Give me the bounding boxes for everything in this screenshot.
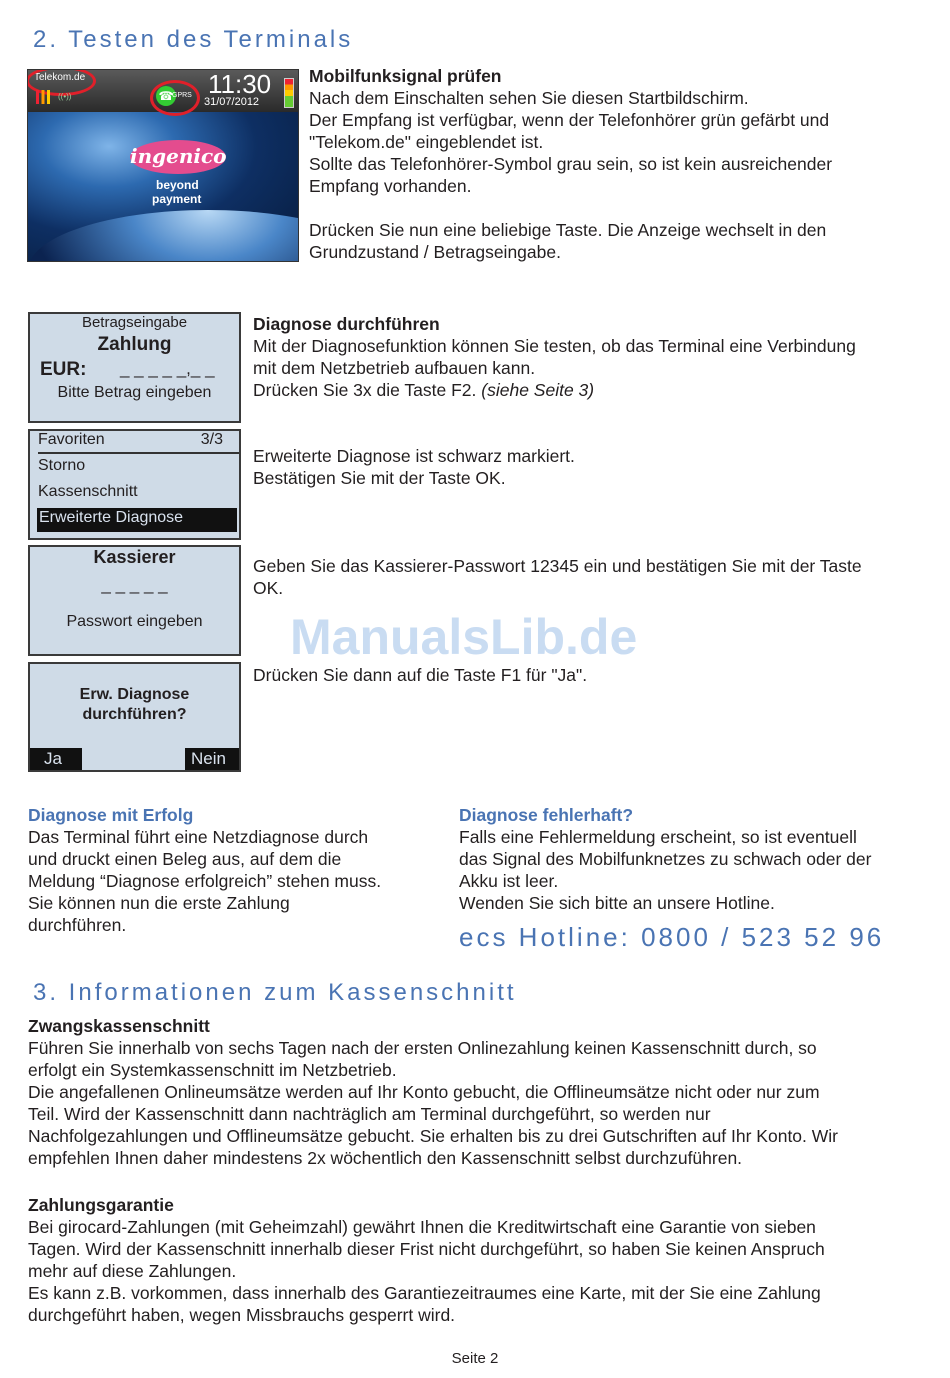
mobilfunk-text: [309, 65, 832, 263]
mobilfunk-line: "Telekom.de" eingeblendet ist.: [309, 132, 544, 152]
ingenico-logo: ingenico: [130, 140, 226, 174]
menu-page-indicator: 3/3: [200, 431, 223, 448]
erfolg-line: Sie können nun die erste Zahlung: [28, 893, 290, 913]
erfolg-block: [28, 804, 381, 936]
erfolg-line: Das Terminal führt eine Netzdiagnose durch: [28, 827, 369, 847]
fehler-line: Wenden Sie sich bitte an unsere Hotline.: [459, 893, 775, 913]
step4-text: Drücken Sie dann auf die Taste F1 für "Ja".: [253, 665, 588, 685]
menu-item-erweiterte-diagnose: Erweiterte Diagnose: [37, 508, 237, 532]
section-3-title: 3. Informationen zum Kassenschnitt: [33, 979, 517, 1006]
screen-main-label: Zahlung: [97, 334, 172, 355]
step2-text: [253, 445, 575, 489]
fehler-line: das Signal des Mobilfunknetzes zu schwach oder der: [459, 849, 872, 869]
provider-label: Telekom.de: [34, 72, 86, 83]
mobilfunk-line: Drücken Sie nun eine beliebige Taste. Die Anzeige wechselt in den: [309, 220, 827, 240]
zwang-line: Teil. Wird der Kassenschnitt dann nachträglich am Terminal durchgeführt, so werden nur: [28, 1104, 711, 1124]
fehler-block: [459, 804, 871, 914]
mobilfunk-line: Sollte das Telefonhörer-Symbol grau sein, so ist kein ausreichender: [309, 154, 833, 174]
network-icon: ((•)): [58, 92, 72, 101]
page-number: Seite 2: [451, 1350, 499, 1367]
screen-favoriten-menu: [28, 429, 241, 540]
menu-divider: [38, 452, 239, 454]
screen-erw-diagnose-confirm: [28, 662, 241, 772]
fehler-line: Akku ist leer.: [459, 871, 559, 891]
zwang-block: [28, 1015, 838, 1169]
erfolg-line: durchführen.: [28, 915, 127, 935]
garantie-line: mehr auf diese Zahlungen.: [28, 1261, 237, 1281]
zwang-line: erfolgt ein Systemkassenschnitt im Netzbetrieb.: [28, 1060, 397, 1080]
zwang-line: Die angefallenen Onlineumsätze werden auf Ihr Konto gebucht, die Offlineumsätze nicht oder nur zum: [28, 1082, 820, 1102]
erfolg-heading: Diagnose mit Erfolg: [28, 805, 194, 825]
tagline-payment: payment: [152, 192, 202, 206]
menu-header: Favoriten: [38, 431, 105, 448]
fehler-heading: Diagnose fehlerhaft?: [459, 805, 634, 825]
garantie-block: [28, 1194, 825, 1326]
earth-horizon: [28, 210, 299, 262]
screen-title: Betragseingabe: [81, 314, 188, 331]
erfolg-line: Meldung “Diagnose erfolgreich” stehen muss.: [28, 871, 382, 891]
screen-title: Kassierer: [93, 547, 176, 567]
menu-item-kassenschnitt: Kassenschnitt: [38, 483, 138, 500]
battery-icon: [284, 78, 294, 108]
garantie-line: durchgeführt haben, wegen Missbrauchs gesperrt wird.: [28, 1305, 456, 1325]
hotline-number: ecs Hotline: 0800 / 523 52 96: [459, 922, 885, 952]
screen-hint: Passwort eingeben: [66, 613, 203, 630]
step3-line: Geben Sie das Kassierer-Passwort 12345 ein und bestätigen Sie mit der Taste: [253, 556, 862, 576]
diagnose-line: mit dem Netzbetrieb aufbauen kann.: [253, 358, 536, 378]
zwang-line: empfehlen Ihnen daher mindestens 2x wöchentlich den Kassenschnitt selbst durchzuführen.: [28, 1148, 743, 1168]
diagnose-heading: Diagnose durchführen: [253, 314, 440, 334]
zwang-line: Führen Sie innerhalb von sechs Tagen nach der ersten Onlinezahlung keinen Kassenschnitt durch, so: [28, 1038, 817, 1058]
screen-hint: Bitte Betrag eingeben: [57, 384, 212, 401]
mobilfunk-line: Empfang vorhanden.: [309, 176, 472, 196]
fehler-line: Falls eine Fehlermeldung erscheint, so ist eventuell: [459, 827, 857, 847]
step2-line: Bestätigen Sie mit der Taste OK.: [253, 468, 506, 488]
confirm-line: durchführen?: [82, 706, 187, 723]
garantie-line: Tagen. Wird der Kassenschnitt innerhalb dieser Frist nicht durchgeführt, so haben Sie keinen Anspruch: [28, 1239, 825, 1259]
diagnose-line: Drücken Sie 3x die Taste F2.: [253, 380, 477, 400]
mobilfunk-line: Der Empfang ist verfügbar, wenn der Telefonhörer grün gefärbt und: [309, 110, 830, 130]
step3-line: OK.: [253, 578, 284, 598]
gprs-label: GPRS: [172, 92, 192, 99]
mobilfunk-line: Nach dem Einschalten sehen Sie diesen Startbildschirm.: [309, 88, 749, 108]
amount-mask: _ _ _ _ _,_ _: [120, 359, 215, 378]
tagline-beyond: beyond: [156, 178, 199, 192]
watermark: ManualsLib.de: [290, 609, 638, 665]
signal-strength-icon: [36, 90, 50, 104]
garantie-line: Bei girocard-Zahlungen (mit Geheimzahl) gewährt Ihnen die Kreditwirtschaft eine Garantie von sieben: [28, 1217, 816, 1237]
garantie-heading: Zahlungsgarantie: [28, 1195, 174, 1215]
step3-text: [253, 555, 862, 599]
page-reference: (siehe Seite 3): [481, 380, 595, 400]
clock-date: 31/07/2012: [204, 96, 260, 108]
softkey-ja: Ja: [30, 748, 82, 770]
section-2-title: 2. Testen des Terminals: [33, 26, 354, 53]
erfolg-line: und druckt einen Beleg aus, auf dem die: [28, 849, 342, 869]
terminal-start-screen-image: [27, 69, 299, 262]
mobilfunk-line: Grundzustand / Betragseingabe.: [309, 242, 561, 262]
clock-time: 11:30: [208, 69, 272, 99]
zwang-heading: Zwangskassenschnitt: [28, 1016, 210, 1036]
mobilfunk-heading: Mobilfunksignal prüfen: [309, 66, 502, 86]
currency-label: EUR:: [40, 359, 87, 380]
handset-highlight-circle: [150, 80, 200, 116]
phone-handset-icon: ☎: [156, 86, 176, 106]
screen-kassierer: [28, 545, 241, 656]
zwang-line: Nachfolgezahlungen und Offlineumsätze gebucht. Sie erhalten bis zu drei Gutschriften auf Ihr Konto. Wir: [28, 1126, 838, 1146]
softkey-nein: Nein: [185, 748, 239, 770]
confirm-line: Erw. Diagnose: [79, 686, 190, 703]
screen-betragseingabe: [28, 312, 241, 423]
diagnose-text: [253, 313, 856, 401]
diagnose-line: Mit der Diagnosefunktion können Sie testen, ob das Terminal eine Verbindung: [253, 336, 856, 356]
garantie-line: Es kann z.B. vorkommen, dass innerhalb des Garantiezeitraumes eine Karte, mit der Sie eine Zahlung: [28, 1283, 821, 1303]
menu-item-storno: Storno: [38, 457, 86, 474]
password-mask: _ _ _ _ _: [101, 575, 168, 594]
step2-line: Erweiterte Diagnose ist schwarz markiert.: [253, 446, 575, 466]
